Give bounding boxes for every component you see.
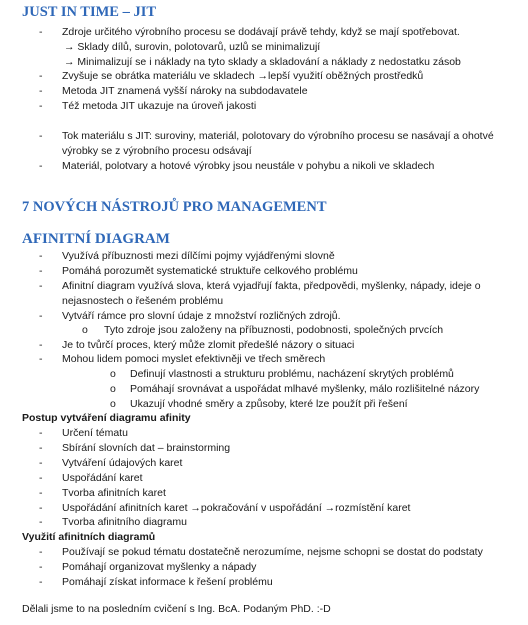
heading-jit: JUST IN TIME – JIT <box>22 4 157 20</box>
bullet-dash: - <box>39 100 43 112</box>
bullet-dash: - <box>39 85 43 97</box>
affinity-item-continuation: nejasnostech o řešeném problému <box>62 295 224 307</box>
jit-item: Metoda JIT znamená vyšší nároky na subdodavatele <box>62 85 308 97</box>
jit-item-continuation: výrobky se z výrobního procesu odsávají <box>62 145 252 157</box>
postup-item: Určení tématu <box>62 427 128 439</box>
bullet-dash: - <box>39 472 43 484</box>
bullet-dash: - <box>39 442 43 454</box>
heading-affinity: AFINITNÍ DIAGRAM <box>22 231 170 247</box>
postup-item: Sbírání slovních dat – brainstorming <box>62 442 231 454</box>
affinity-item: Afinitní diagram využívá slova, která vyjadřují fakta, předpovědi, myšlenky, nápady, ideje o <box>62 280 481 292</box>
bullet-dash: - <box>39 26 43 38</box>
jit-item: Zvyšuje se obrátka materiálu ve skladech →lepší využití oběžných prostředků <box>62 70 424 82</box>
vyuziti-item: Používají se pokud tématu dostatečně nerozumíme, nejsme schopni se dostat do podstaty <box>62 546 483 558</box>
affinity-item: Pomáhá porozumět systematické struktuře celkového problému <box>62 265 358 277</box>
affinity-item: Mohou lidem pomoci myslet efektivněji ve třech směrech <box>62 353 326 365</box>
bullet-dash: - <box>39 561 43 573</box>
arrow-icon: → <box>64 41 75 53</box>
heading-vyuziti: Využití afinitních diagramů <box>22 531 156 543</box>
arrow-icon: → <box>324 502 336 514</box>
jit-subitem: → Minimalizují se i náklady na tyto sklady a skladování a náklady z nedostatku zásob <box>64 56 461 68</box>
jit-item: Materiál, polotvary a hotové výrobky jsou neustále v pohybu a nikoli ve skladech <box>62 160 435 172</box>
affinity-item: Využívá příbuznosti mezi dílčími pojmy vyjádřenými slovně <box>62 250 335 262</box>
bullet-dash: - <box>39 487 43 499</box>
bullet-dash: - <box>39 516 43 528</box>
footer-note: Dělali jsme to na posledním cvičení s Ing. BcA. Podaným PhD. :-D <box>22 603 331 615</box>
jit-item: Též metoda JIT ukazuje na úroveň jakosti <box>62 100 257 112</box>
bullet-dash: - <box>39 576 43 588</box>
bullet-dash: - <box>39 160 43 172</box>
arrow-icon: → <box>190 502 201 514</box>
bullet-circle: o <box>110 398 116 410</box>
heading-7-tools: 7 NOVÝCH NÁSTROJŮ PRO MANAGEMENT <box>22 199 327 215</box>
jit-subitem: → Sklady dílů, surovin, polotovarů, uzlů se minimalizují <box>64 41 321 53</box>
postup-item: Tvorba afinitních karet <box>62 487 166 499</box>
heading-postup: Postup vytváření diagramu afinity <box>22 412 191 424</box>
bullet-dash: - <box>39 457 43 469</box>
arrow-icon: → <box>257 70 269 82</box>
affinity-item: Vytváří rámce pro slovní údaje z množství rozličných zdrojů. <box>62 310 341 322</box>
arrow-icon: → <box>64 56 75 68</box>
postup-item: Tvorba afinitního diagramu <box>62 516 187 528</box>
bullet-dash: - <box>39 70 43 82</box>
bullet-dash: - <box>39 250 43 262</box>
bullet-dash: - <box>39 310 43 322</box>
affinity-subitem: Pomáhají srovnávat a uspořádat mlhavé myšlenky, málo rozlišitelné názory <box>130 383 480 395</box>
bullet-circle: o <box>110 368 116 380</box>
affinity-subitem: Definují vlastnosti a strukturu problému, nacházení skrytých problémů <box>130 368 454 380</box>
postup-item: Uspořádání afinitních karet →pokračování v uspořádání →rozmístění karet <box>62 502 411 514</box>
bullet-dash: - <box>39 502 43 514</box>
bullet-dash: - <box>39 546 43 558</box>
affinity-item: Je to tvůrčí proces, který může zlomit předešlé názory o situaci <box>62 339 355 351</box>
affinity-subitem: Ukazují vhodné směry a způsoby, které lze použít při řešení <box>130 398 408 410</box>
vyuziti-item: Pomáhají získat informace k řešení problému <box>62 576 273 588</box>
bullet-dash: - <box>39 280 43 292</box>
postup-item: Uspořádání karet <box>62 472 143 484</box>
jit-item: Tok materiálu s JIT: suroviny, materiál, polotovary do výrobního procesu se nasávají a ohotvé <box>62 130 494 142</box>
jit-item: Zdroje určitého výrobního procesu se dodávají právě tehdy, když se mají spotřebovat. <box>62 26 460 38</box>
bullet-dash: - <box>39 265 43 277</box>
vyuziti-item: Pomáhají organizovat myšlenky a nápady <box>62 561 257 573</box>
bullet-dash: - <box>39 130 43 142</box>
bullet-circle: o <box>110 383 116 395</box>
bullet-dash: - <box>39 353 43 365</box>
bullet-dash: - <box>39 427 43 439</box>
postup-item: Vytváření údajových karet <box>62 457 183 469</box>
affinity-subitem: Tyto zdroje jsou založeny na příbuznosti, podobnosti, společných prvcích <box>104 324 444 336</box>
bullet-circle: o <box>82 324 88 336</box>
bullet-dash: - <box>39 339 43 351</box>
